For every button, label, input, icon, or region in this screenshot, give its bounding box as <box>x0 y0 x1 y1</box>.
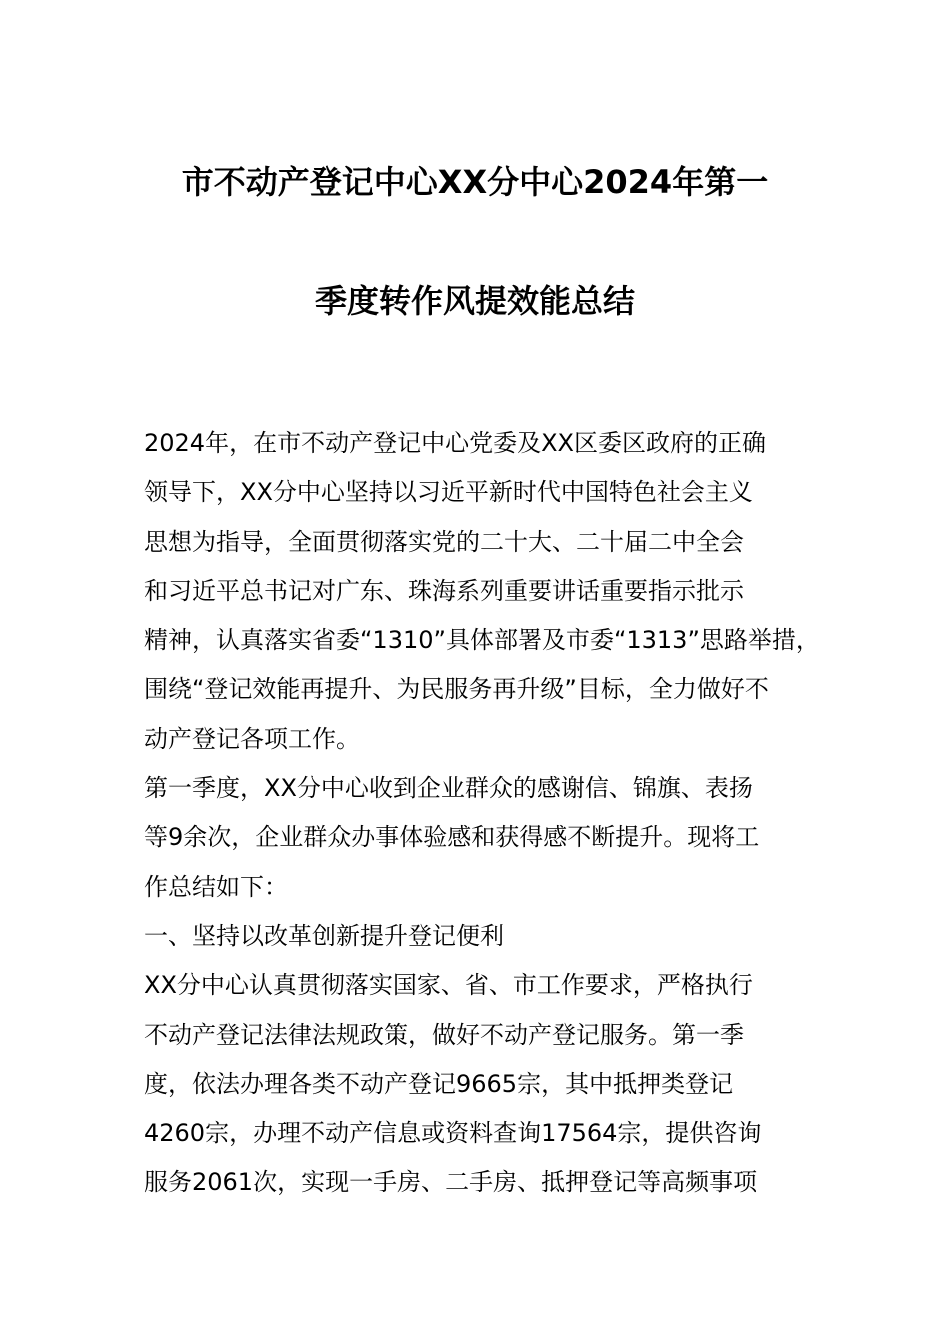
body-line: 领导下，XX分中心坚持以习近平新时代中国特色社会主义 <box>144 478 753 507</box>
body-line: 服务2061次，实现一手房、二手房、抵押登记等高频事项 <box>144 1168 758 1197</box>
body-line: 4260宗，办理不动产信息或资料查询17564宗，提供咨询 <box>144 1119 762 1148</box>
body-line: 动产登记各项工作。 <box>144 724 360 753</box>
body-line: 2024年，在市不动产登记中心党委及XX区委区政府的正确 <box>144 429 766 457</box>
body-line: 等9余次，企业群众办事体验感和获得感不断提升。现将工 <box>144 823 760 852</box>
body-line: 和习近平总书记对广东、珠海系列重要讲话重要指示批示 <box>144 576 744 605</box>
body-line: 度，依法办理各类不动产登记9665宗，其中抵押类登记 <box>144 1069 734 1098</box>
document-title-line-2: 季度转作风提效能总结 <box>314 282 635 320</box>
section-heading: 一、坚持以改革创新提升登记便利 <box>144 921 504 950</box>
body-line: 不动产登记法律法规政策，做好不动产登记服务。第一季 <box>144 1020 744 1049</box>
body-line: 精神，认真落实省委“1310”具体部署及市委“1313”思路举措， <box>144 626 820 655</box>
document-title-line-1: 市不动产登记中心XX分中心2024年第一 <box>181 163 769 201</box>
body-line: 思想为指导，全面贯彻落实党的二十大、二十届二中全会 <box>144 527 744 556</box>
body-line: 作总结如下： <box>144 872 288 901</box>
body-line: 围绕“登记效能再提升、为民服务再升级”目标，全力做好不 <box>144 675 769 704</box>
document-body <box>144 419 834 1208</box>
body-line: XX分中心认真贯彻落实国家、省、市工作要求，严格执行 <box>144 971 753 1000</box>
body-line: 第一季度，XX分中心收到企业群众的感谢信、锦旗、表扬 <box>144 774 753 803</box>
